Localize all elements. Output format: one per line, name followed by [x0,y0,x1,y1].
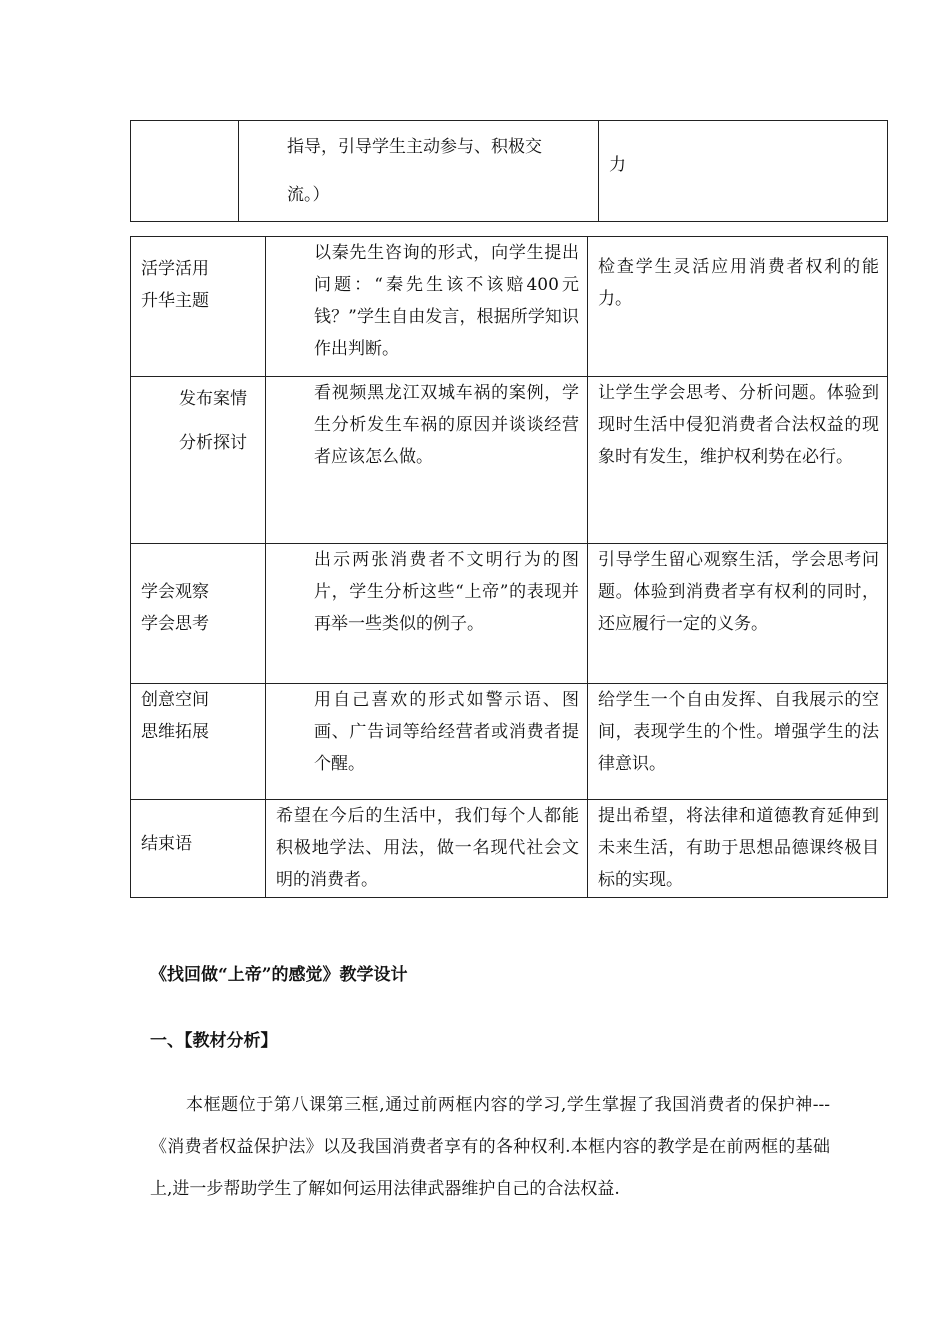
table-cell-activity [266,377,588,544]
table-cell-title [131,377,266,544]
activity-text: 看视频黑龙江双城车祸的案例，学生分析发生车祸的原因并谈谈经营者应该怎么做。 [314,383,579,467]
section-heading: 一、【教材分析】 [150,1031,278,1051]
title-line: 学会观察 [141,582,209,602]
activity-text: 出示两张消费者不文明行为的图片，学生分析这些“上帝”的表现并再举一些类似的例子。 [314,550,579,634]
table-cell-purpose [588,800,888,898]
title-line: 学会思考 [141,614,209,634]
activity-text: 希望在今后的生活中，我们每个人都能积极地学法、用法，做一名现代社会文明的消费者。 [276,806,579,890]
table-cell-purpose [588,377,888,544]
table-cell-title [131,121,239,222]
activity-text: 以秦先生咨询的形式，向学生提出问题：“秦先生该不该赔400元钱？”学生自由发言，根据所学知识作出判断。 [314,243,579,359]
purpose-text: 力 [609,155,626,175]
table-cell-title [131,544,266,684]
title-line: 结束语 [141,834,192,854]
table-cell-purpose [588,544,888,684]
table-cell-purpose [588,684,888,800]
table-cell-title [131,684,266,800]
table-cell-purpose [599,121,888,222]
table-cell-activity [266,800,588,898]
table-cell-activity [266,237,588,377]
title-line: 创意空间 [141,690,209,710]
table-cell-title [131,237,266,377]
title-line: 发布案情 [179,389,247,409]
table-row [131,121,888,222]
lesson-table [130,236,888,898]
table-cell-title [131,800,266,898]
table-row [131,237,888,377]
purpose-text: 给学生一个自由发挥、自我展示的空间，表现学生的个性。增强学生的法律意识。 [598,690,879,774]
table-cell-activity [266,544,588,684]
table-cell-activity [239,121,599,222]
title-line: 分析探讨 [179,433,247,453]
activity-line: 流。） [287,185,330,205]
continuation-table [130,120,888,222]
activity-text: 用自己喜欢的形式如警示语、图画、广告词等给经营者或消费者提个醒。 [314,690,579,774]
table-row [131,377,888,544]
activity-line: 指导，引导学生主动参与、积极交 [287,137,542,157]
purpose-text: 检查学生灵活应用消费者权利的能力。 [598,257,879,309]
title-line: 升华主题 [141,291,209,311]
table-cell-purpose [588,237,888,377]
table-cell-activity [266,684,588,800]
title-line: 活学活用 [141,259,209,279]
title-line: 思维拓展 [141,722,209,742]
section-paragraph: 本框题位于第八课第三框,通过前两框内容的学习,学生掌握了我国消费者的保护神---《消费者权益保护法》以及我国消费者享有的各种权利.本框内容的教学是在前两框的基础上,进一步帮助学生了解如何运用法律武器维护自己的合法权益. [150,1095,830,1199]
purpose-text: 引导学生留心观察生活，学会思考问题。体验到消费者享有权利的同时，还应履行一定的义务。 [598,550,879,634]
table-row [131,684,888,800]
document-title: 《找回做“上帝”的感觉》教学设计 [150,965,408,985]
purpose-text: 让学生学会思考、分析问题。体验到现时生活中侵犯消费者合法权益的现象时有发生，维护权利势在必行。 [598,383,879,467]
purpose-text: 提出希望，将法律和道德教育延伸到未来生活，有助于思想品德课终极目标的实现。 [598,806,879,890]
table-row [131,544,888,684]
table-row [131,800,888,898]
